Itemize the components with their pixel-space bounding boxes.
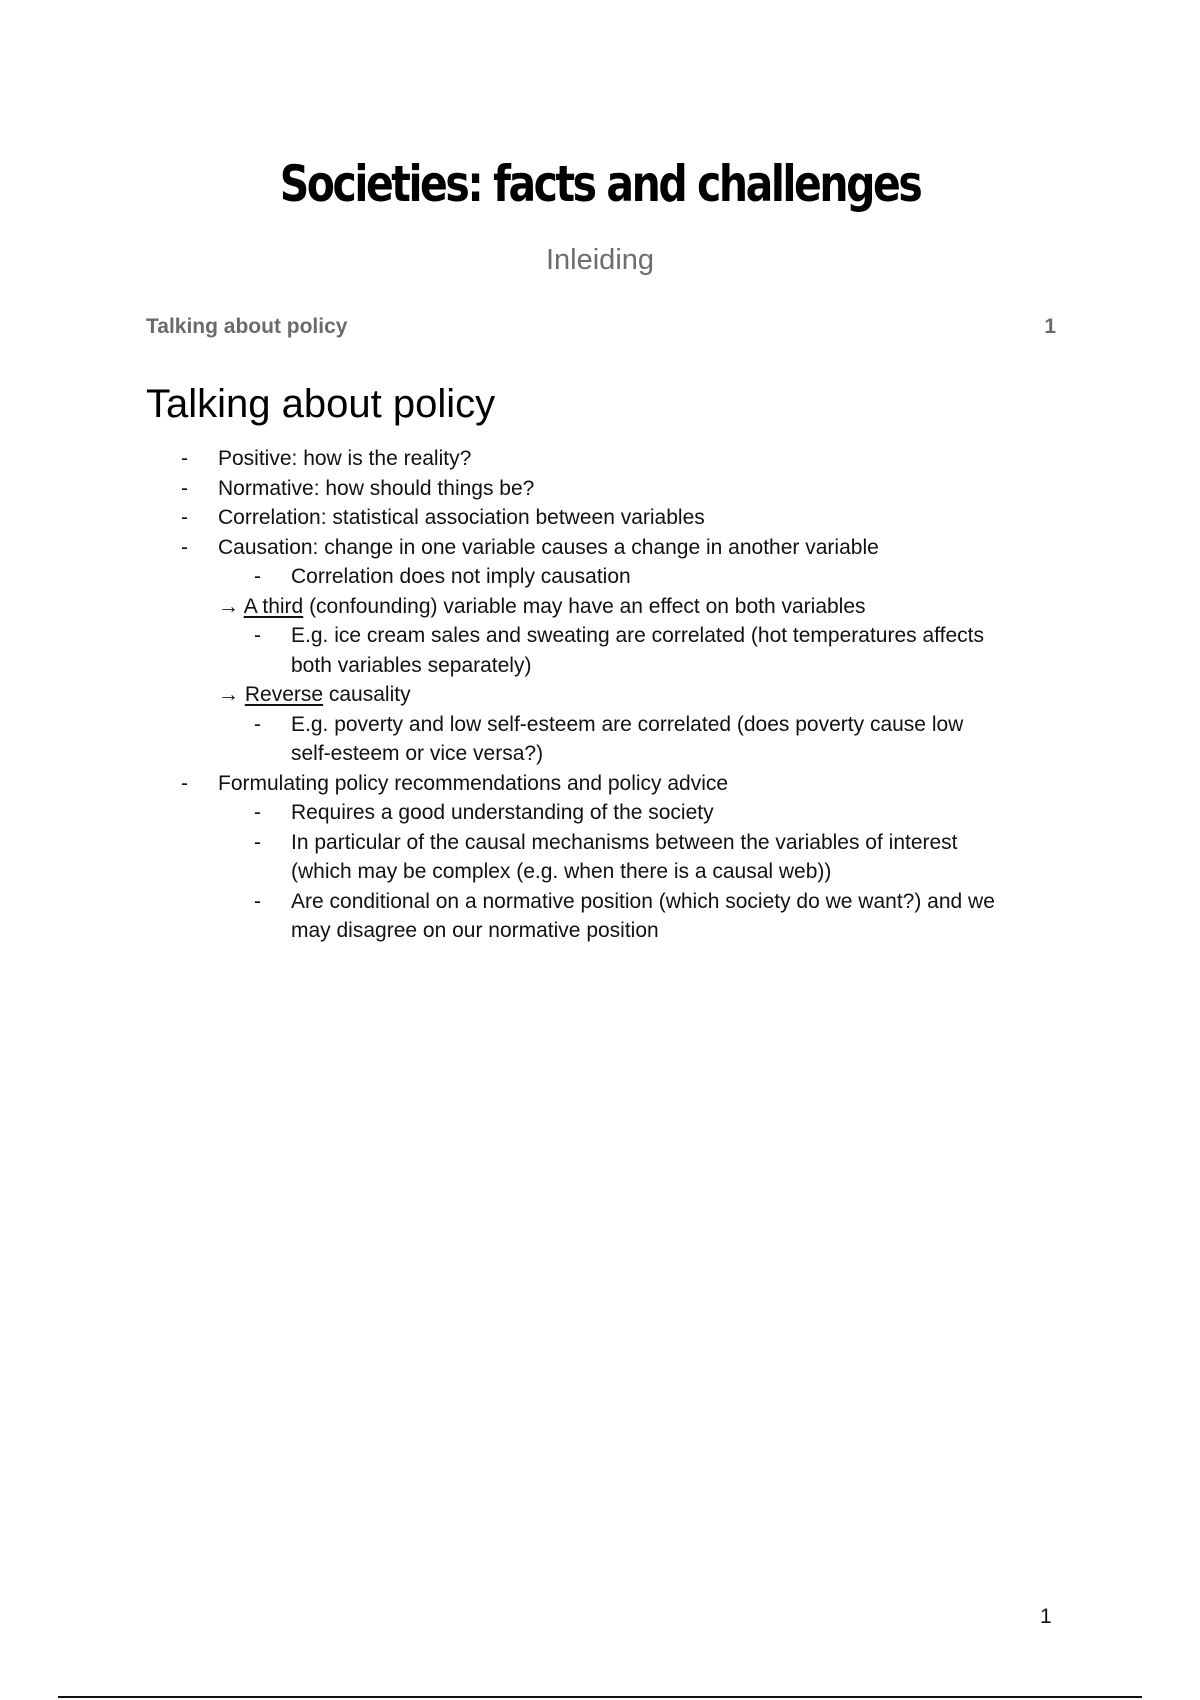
toc-entry[interactable] xyxy=(146,312,1056,342)
sub-list-item-continuation xyxy=(146,651,1066,681)
list-item-text: Correlation: statistical association between variables xyxy=(218,506,705,529)
underlined-text: A third xyxy=(243,594,304,618)
list-item-text: E.g. ice cream sales and sweating are correlated (hot temperatures affects xyxy=(291,624,984,647)
list-item-text: Requires a good understanding of the society xyxy=(291,801,714,824)
bullet-dash: - xyxy=(254,801,261,824)
bullet-dash: - xyxy=(181,535,188,559)
list-item-text: Positive: how is the reality? xyxy=(218,447,472,470)
list-item-text: E.g. poverty and low self-esteem are correlated (does poverty cause low xyxy=(291,712,964,736)
section-content xyxy=(146,444,1066,946)
arrow-item xyxy=(146,680,1066,710)
bullet-dash: - xyxy=(181,476,188,500)
list-item-text: Causation: change in one variable causes a change in another variable xyxy=(218,535,879,559)
sub-list-item xyxy=(146,887,1066,917)
bullet-dash: - xyxy=(181,506,188,529)
section-heading: Talking about policy xyxy=(146,382,496,426)
list-item-text: Correlation does not imply causation xyxy=(291,565,631,588)
document-subtitle: Inleiding xyxy=(545,244,655,276)
bullet-dash: - xyxy=(181,771,188,795)
bullet-dash: - xyxy=(254,830,261,854)
sub-list-item-continuation xyxy=(146,916,1066,946)
page-number: 1 xyxy=(1040,1605,1052,1628)
document-title: Societies: facts and challenges xyxy=(279,155,921,213)
sub-list-item xyxy=(146,798,1066,828)
list-item-text: In particular of the causal mechanisms between the variables of interest xyxy=(291,830,958,854)
list-item-text: may disagree on our normative position xyxy=(291,919,659,942)
list-item-text: Normative: how should things be? xyxy=(218,476,535,500)
list-item xyxy=(146,474,1066,504)
sub-list-item xyxy=(146,710,1066,740)
bullet-dash: - xyxy=(254,624,261,647)
sub-list-item-continuation xyxy=(146,739,1066,769)
arrow-icon: → xyxy=(218,683,239,706)
list-item-text: self-esteem or vice versa?) xyxy=(291,742,544,765)
list-item-text: Formulating policy recommendations and policy advice xyxy=(218,771,729,795)
list-item xyxy=(146,503,1066,533)
toc-entry-label: Talking about policy xyxy=(146,315,348,338)
sub-list-item xyxy=(146,828,1066,858)
list-item xyxy=(146,444,1066,474)
bullet-dash: - xyxy=(181,447,188,470)
list-item xyxy=(146,769,1066,799)
arrow-icon: → xyxy=(218,594,239,618)
list-item-text: both variables separately) xyxy=(291,653,532,677)
list-item xyxy=(146,533,1066,563)
toc-entry-page: 1 xyxy=(1044,315,1056,338)
arrow-item-text: causality xyxy=(323,683,411,706)
bullet-dash: - xyxy=(254,889,261,913)
bullet-dash: - xyxy=(254,565,261,588)
list-item-text: Are conditional on a normative position (which society do we want?) and we xyxy=(291,889,995,913)
arrow-item-text: (confounding) variable may have an effect on both variables xyxy=(303,594,866,618)
sub-list-item-continuation xyxy=(146,857,1066,887)
arrow-item xyxy=(146,592,1066,622)
bullet-dash: - xyxy=(254,712,261,736)
list-item-text: (which may be complex (e.g. when there is a causal web)) xyxy=(291,860,832,883)
sub-list-item xyxy=(146,621,1066,651)
underlined-text: Reverse xyxy=(244,683,324,706)
footer-divider xyxy=(58,1696,1142,1698)
sub-list-item xyxy=(146,562,1066,592)
